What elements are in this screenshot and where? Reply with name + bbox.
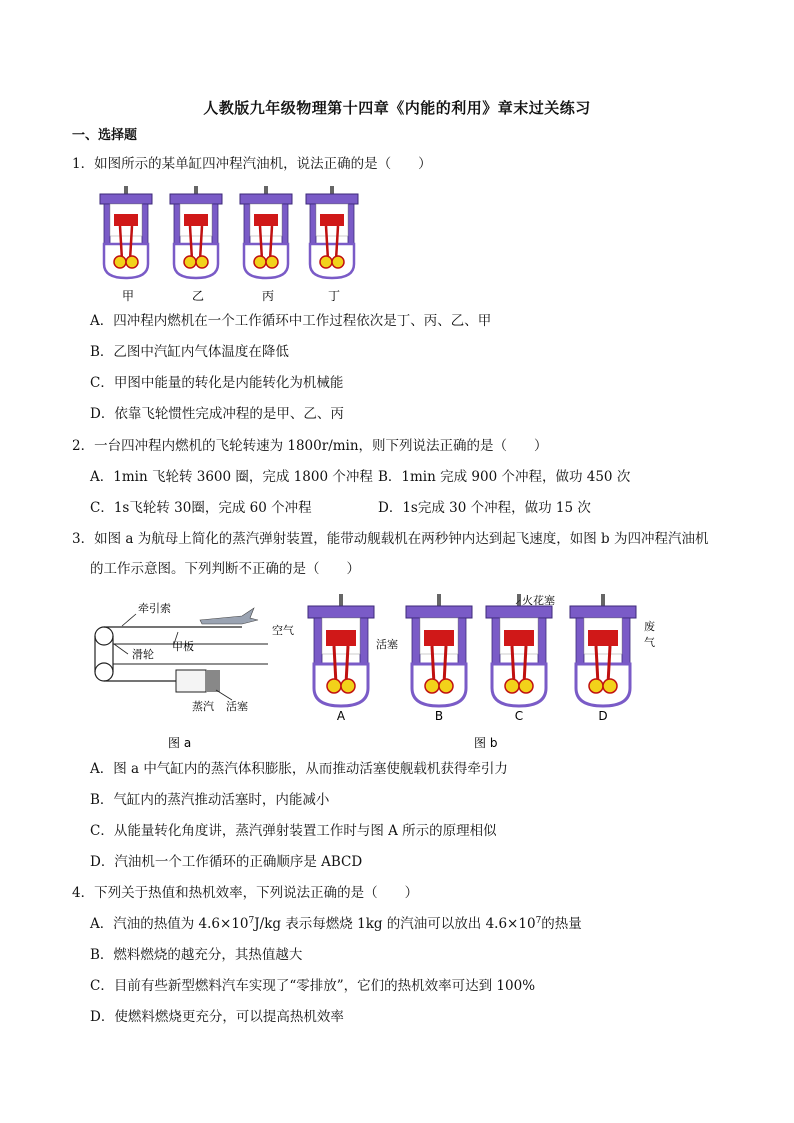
engine-c bbox=[486, 594, 552, 706]
pulley-bottom bbox=[95, 663, 113, 681]
engine-b bbox=[406, 594, 472, 706]
engine-d bbox=[570, 594, 636, 706]
engine-a bbox=[308, 594, 374, 706]
label-bing: 丙 bbox=[261, 289, 275, 303]
label-exhaust-1: 废 bbox=[644, 620, 655, 633]
q2-option-a: A．1min 飞轮转 3600 圈，完成 1800 个冲程 bbox=[90, 469, 373, 485]
steam-chamber bbox=[206, 670, 220, 692]
q4-option-a-exp1: 7 bbox=[248, 916, 255, 926]
q3-option-d: D．汽油机一个工作循环的正确顺序是 ABCD bbox=[90, 854, 363, 870]
q4-option-a-part2: J/kg 表示每燃烧 1kg 的汽油可以放出 4.6×10 bbox=[254, 916, 536, 932]
engine-jia bbox=[100, 186, 152, 278]
page-title: 人教版九年级物理第十四章《内能的利用》章末过关练习 bbox=[203, 99, 591, 117]
label-steam: 蒸汽 bbox=[192, 700, 214, 713]
q2-option-c: C．1s飞轮转 30圈，完成 60 个冲程 bbox=[90, 500, 312, 516]
q2-option-d: D．1s完成 30 个冲程，做功 15 次 bbox=[378, 500, 591, 516]
section-heading: 一、选择题 bbox=[72, 128, 138, 143]
label-pulley: 滑轮 bbox=[132, 648, 154, 661]
q3-option-c: C．从能量转化角度讲，蒸汽弹射装置工作时与图 A 所示的原理相似 bbox=[90, 823, 497, 839]
q1-option-a: A．四冲程内燃机在一个工作循环中工作过程依次是丁、丙、乙、甲 bbox=[90, 313, 492, 329]
q2-option-b: B．1min 完成 900 个冲程，做功 450 次 bbox=[378, 469, 631, 485]
label-piston-b: 活塞 bbox=[376, 638, 398, 651]
caption-fig-b: 图 b bbox=[474, 736, 498, 750]
label-rope: 牵引索 bbox=[138, 602, 171, 615]
question-3-stem-line2: 的工作示意图。下列判断不正确的是（ ） bbox=[90, 561, 360, 577]
q4-option-a bbox=[90, 915, 582, 933]
q1-option-c: C．甲图中能量的转化是内能转化为机械能 bbox=[90, 375, 344, 391]
question-1-stem: 1．如图所示的某单缸四冲程汽油机，说法正确的是（ ） bbox=[72, 156, 432, 172]
label-C: C bbox=[514, 709, 524, 723]
engine-ding bbox=[306, 186, 358, 278]
question-2-stem: 2．一台四冲程内燃机的飞轮转速为 1800r/min，则下列说法正确的是（ ） bbox=[72, 438, 548, 454]
steam-catapult-figure bbox=[92, 596, 268, 754]
label-A: A bbox=[336, 709, 346, 723]
q4-option-d: D．使燃料燃烧更充分，可以提高热机效率 bbox=[90, 1009, 344, 1025]
q4-option-a-part3: 的热量 bbox=[541, 916, 582, 932]
label-exhaust-2: 气 bbox=[644, 636, 655, 649]
question-3-stem-line1: 3．如图 a 为航母上简化的蒸汽弹射装置，能带动舰载机在两秒钟内达到起飞速度，如图 b 为四冲程汽油机 bbox=[72, 531, 709, 547]
q3-option-a: A．图 a 中气缸内的蒸汽体积膨胀，从而推动活塞使舰载机获得牵引力 bbox=[90, 761, 508, 777]
q3-option-b: B．气缸内的蒸汽推动活塞时，内能减小 bbox=[90, 792, 330, 808]
engine-strokes-figure bbox=[96, 186, 366, 304]
q4-option-b: B．燃料燃烧的越充分，其热值越大 bbox=[90, 947, 303, 963]
question-4-stem: 4．下列关于热值和热机效率，下列说法正确的是（ ） bbox=[72, 885, 419, 901]
label-spark-plug: 火花塞 bbox=[522, 594, 555, 607]
caption-fig-a: 图 a bbox=[168, 736, 192, 750]
q4-option-c: C．目前有些新型燃料汽车实现了“零排放”，它们的热机效率可达到 100% bbox=[90, 978, 536, 994]
label-piston-a: 活塞 bbox=[226, 700, 248, 713]
engine-bing bbox=[240, 186, 292, 278]
engine-yi bbox=[170, 186, 222, 278]
label-D: D bbox=[598, 709, 608, 723]
label-ding: 丁 bbox=[327, 289, 341, 303]
label-yi: 乙 bbox=[191, 289, 205, 303]
q1-option-d: D．依靠飞轮惯性完成冲程的是甲、乙、丙 bbox=[90, 406, 344, 422]
label-B: B bbox=[434, 709, 444, 723]
q4-option-a-part1: A．汽油的热值为 4.6×10 bbox=[90, 916, 249, 932]
engine-cycle-figure bbox=[270, 588, 666, 754]
q1-option-b: B．乙图中汽缸内气体温度在降低 bbox=[90, 344, 289, 360]
piston-block bbox=[176, 670, 206, 692]
label-air: 空气 bbox=[272, 624, 294, 637]
airplane-icon bbox=[200, 608, 258, 624]
q4-option-a-exp2: 7 bbox=[535, 916, 542, 926]
label-jia: 甲 bbox=[121, 289, 135, 303]
label-deck: 甲板 bbox=[172, 640, 194, 653]
pulley-top bbox=[95, 627, 113, 645]
